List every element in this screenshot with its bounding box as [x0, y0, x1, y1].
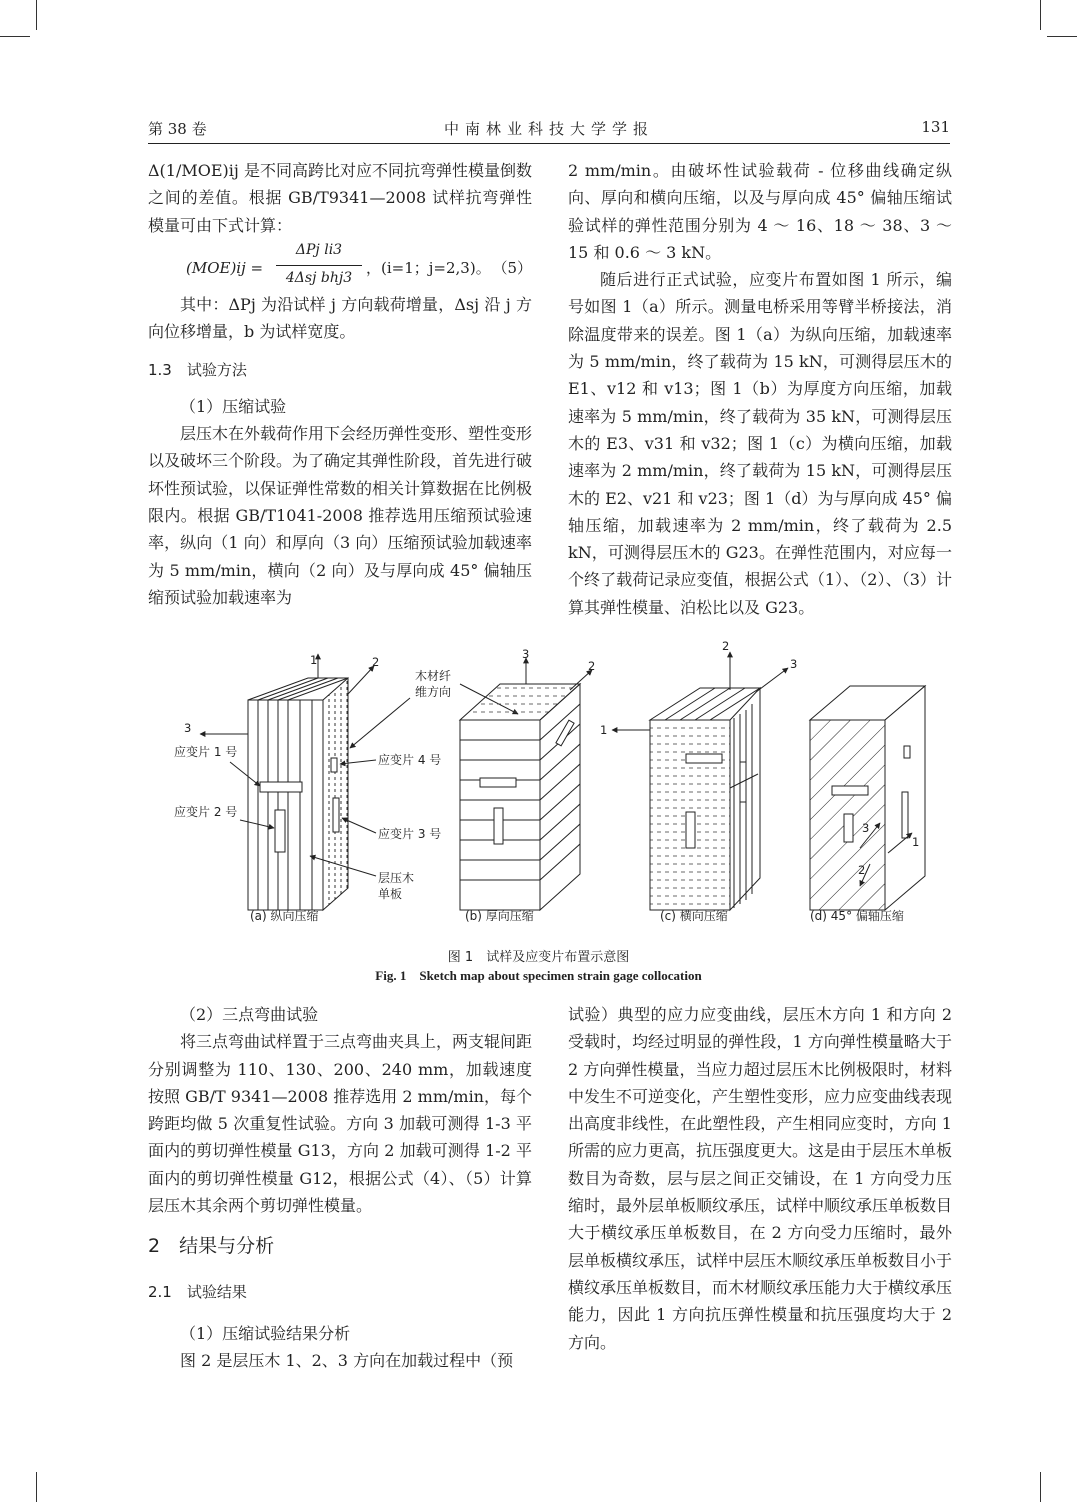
caption-c: (c) 横向压缩: [660, 909, 728, 923]
section-heading: 2 结果与分析: [148, 1235, 275, 1258]
gage-3-label: 应变片 3 号: [378, 827, 442, 841]
paragraph: 其中：ΔPj 为沿试样 j 方向载荷增量，Δsj 沿 j 方向位移增量，b 为试样宽度。: [148, 294, 532, 342]
crop-mark: [1040, 1472, 1041, 1502]
axis-label-1: 1: [912, 835, 920, 849]
figure-1: [160, 638, 940, 930]
paragraph: 2 mm/min。由破坏性试验载荷 - 位移曲线确定纵向、厚向和横向压缩，以及与厚向成 45° 偏轴压缩试验试样的弹性范围分别为 4 ～ 16、18 ～ 38、3 ～ 15 和 0.6 ～ 3 kN。: [568, 161, 952, 262]
fiber-label-1: 木材纤: [415, 669, 452, 683]
caption-a: (a) 纵向压缩: [250, 909, 319, 923]
running-header: [148, 118, 950, 142]
paragraph: 将三点弯曲试样置于三点弯曲夹具上，两支辊间距分别调整为 110、130、200、240 mm，加载速度按照 GB/T 9341—2008 推荐选用 2 mm/min，每个跨距均做 5 次重复性试验。方向 3 加载可测得 1-3 平面内的剪切弹性模量 G13，方向 2 加载可测得 1-2 平面内的剪切弹性模量 G12，根据公式（4）、（5）计算层压木其余两个剪切弹性模量。: [148, 1032, 533, 1216]
gage-4-label: 应变片 4 号: [378, 753, 442, 767]
fiber-label-2: 维方向: [415, 685, 452, 699]
crop-mark: [36, 0, 37, 30]
subheading: （1）压缩试验: [180, 396, 287, 416]
crop-mark: [0, 36, 30, 37]
paragraph: 随后进行正式试验，应变片布置如图 1 所示，编号如图 1（a）所示。测量电桥采用等臂半桥接法，消除温度带来的误差。图 1（a）为纵向压缩，加载速率为 5 mm/min，终了载荷为 15 kN，可测得层压木的 E1、v12 和 v13；图 1（b）为厚度方向压缩，加载速率为 5 mm/min，终了载荷为 35 kN，可测得层压木的 E3、v31 和 v32；图 1（c）为横向压缩，加载速率为 2 mm/min，终了载荷为 15 kN，可测得层压木的 E2、v21 和 v23；图 1（d）为与厚向成 45° 偏轴压缩，加载速率为 2 mm/min，终了载荷为 2.5 kN，可测得层压木的 G23。在弹性范围内，对应每一个终了载荷记录应变值，根据公式（1）、（2）、（3）计算其弹性模量、泊松比以及 G23。: [568, 270, 952, 617]
veneer-label-2: 单板: [378, 887, 403, 901]
page-number: 131: [921, 118, 950, 136]
axis-label-2: 2: [722, 639, 730, 653]
axis-label-3: 3: [184, 721, 192, 735]
caption-d: (d) 45° 偏轴压缩: [810, 909, 904, 923]
left-column-bottom: [148, 1001, 532, 1375]
axis-label-2: 2: [372, 655, 380, 669]
section-heading: 2.1 试验结果: [148, 1282, 247, 1301]
axis-label-1: 1: [600, 723, 608, 737]
section-heading: 1.3 试验方法: [148, 361, 247, 380]
specimen-d: [810, 686, 925, 910]
paragraph: 层压木在外载荷作用下会经历弹性变形、塑性变形以及破坏三个阶段。为了确定其弹性阶段，首先进行破坏性预试验，以保证弹性常数的相关计算数据在比例极限内。根据 GB/T1041-2008 推荐选用压缩预试验速率，纵向（1 向）和厚向（3 向）压缩预试验加载速率为 5 mm/min，横向（2 向）及与厚向成 45° 偏轴压缩预试验加载速率为: [148, 424, 533, 607]
figure-caption-cn: 图 1 试样及应变片布置示意图: [447, 950, 630, 965]
journal-name: 中南林业科技大学学报: [443, 120, 654, 138]
figure-caption-en: Fig. 1 Sketch map about specimen strain gage collocation: [375, 968, 702, 983]
right-column-top: [568, 157, 952, 621]
gage-1-label: 应变片 1 号: [174, 745, 238, 759]
equation-number: （5）: [492, 258, 532, 277]
header-rule: [148, 143, 950, 144]
axis-label-1: 1: [310, 653, 318, 667]
crop-mark: [1040, 0, 1041, 30]
axis-label-2: 2: [858, 863, 866, 877]
specimen-c: [650, 688, 760, 910]
axis-label-3: 3: [862, 821, 870, 835]
paragraph: 图 2 是层压木 1、2、3 方向在加载过程中（预: [180, 1351, 514, 1371]
crop-mark: [1047, 36, 1077, 37]
volume-label: 第 38 卷: [148, 120, 207, 138]
axis-label-3: 3: [522, 647, 530, 661]
specimen-b: [460, 684, 580, 910]
paragraph: 试验）典型的应力应变曲线，层压木方向 1 和方向 2 受载时，均经过明显的弹性段，1 方向弹性模量略大于 2 方向弹性模量，当应力超过层压木比例极限时，材料中发生不可逆变化，产生塑性变形，应力应变曲线表现出高度非线性，在此塑性段，产生相同应变时，方向 1 所需的应力更高，抗压强度更大。这是由于层压木单板数目为奇数，层与层之间正交铺设，在 1 方向受力压缩时，最外层单板顺纹承压，试样中顺纹承压单板数目大于横纹承压单板数目，在 2 方向受力压缩时，最外层单板横纹承压，试样中层压木顺纹承压单板数目小于横纹承压单板数目，而木材顺纹承压能力大于横纹承压能力，因此 1 方向抗压弹性模量和抗压强度均大于 2 方向。: [568, 1005, 953, 1352]
right-column-bottom: [568, 1001, 952, 1356]
equation-denominator: 4Δsj bhj3: [285, 269, 353, 286]
axis-label-3: 3: [790, 657, 798, 671]
axis-label-2: 2: [588, 659, 596, 673]
caption-b: (b) 厚向压缩: [465, 909, 534, 923]
veneer-label-1: 层压木: [378, 871, 415, 885]
equation-condition: ，(i=1；j=2,3)。: [366, 258, 491, 277]
specimen-a: [248, 678, 348, 910]
subheading: （1）压缩试验结果分析: [180, 1323, 351, 1343]
left-column-top: [148, 157, 532, 611]
subheading: （2）三点弯曲试验: [180, 1005, 319, 1024]
equation-5: [148, 243, 532, 289]
equation-numerator: ΔPj li3: [295, 241, 343, 258]
crop-mark: [36, 1472, 37, 1502]
gage-2-label: 应变片 2 号: [174, 805, 238, 819]
paragraph: Δ(1/MOE)ij 是不同高跨比对应不同抗弯弹性模量倒数之间的差值。根据 GB/T9341—2008 试样抗弯弹性模量可由下式计算：: [148, 161, 532, 235]
equation-lhs: (MOE)ij =: [186, 258, 264, 277]
